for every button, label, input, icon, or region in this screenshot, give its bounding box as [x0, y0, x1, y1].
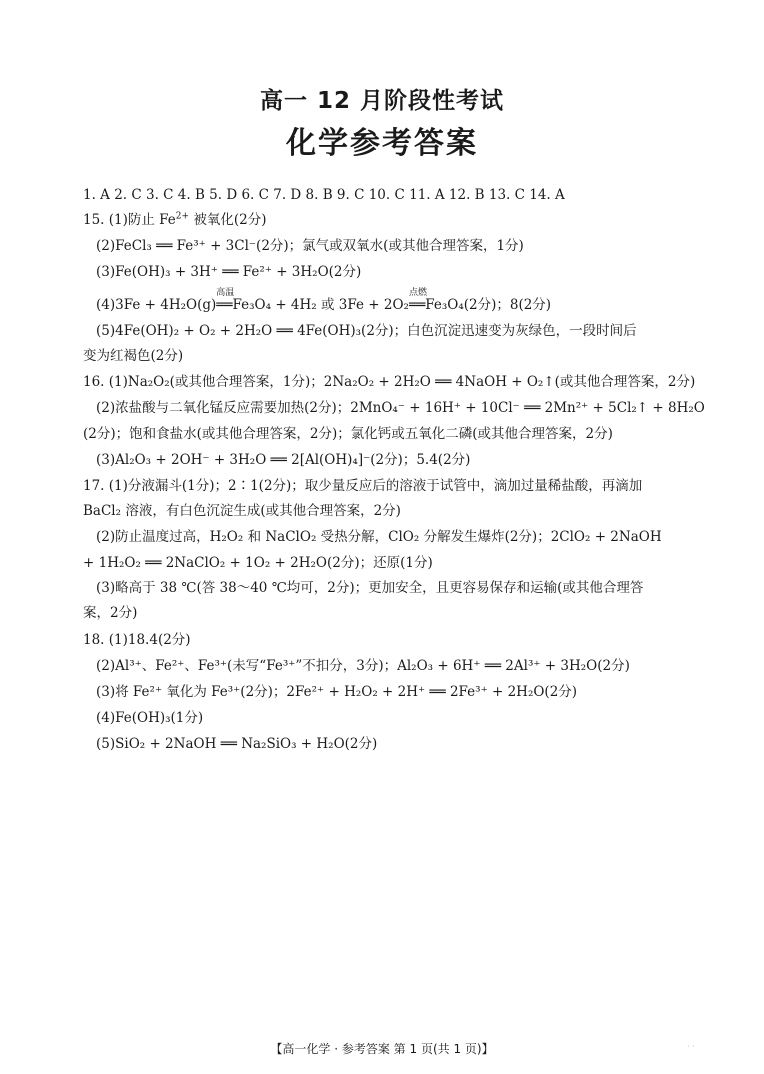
q15-part3: (3)Fe(OH)₃ + 3H⁺ ══ Fe²⁺ + 3H₂O(2分) [96, 264, 362, 280]
q18-part5: (5)SiO₂ + 2NaOH ══ Na₂SiO₃ + H₂O(2分) [96, 736, 378, 752]
q15-part5-cont: 变为红褐色(2分) [83, 348, 184, 364]
q17-part3-cont: 案，2分) [83, 605, 138, 621]
q17-part1-cont: BaCl₂ 溶液，有白色沉淀生成(或其他合理答案，2分) [83, 503, 401, 519]
q17-part2-cont: + 1H₂O₂ ══ 2NaClO₂ + 1O₂ + 2H₂O(2分)；还原(1分) [83, 555, 433, 571]
q18-part1: 18. (1)18.4(2分) [83, 632, 191, 648]
q15-part4: (4)3Fe + 4H₂O(g)══ 高温 Fe₃O₄ + 4H₂ 或 3Fe + 2O₂══ 点燃 Fe₃O₄(2分)；8(2分) [96, 288, 552, 313]
q15-part5: (5)4Fe(OH)₂ + O₂ + 2H₂O ══ 4Fe(OH)₃(2分)；白色沉淀迅速变为灰绿色，一段时间后 [96, 323, 637, 339]
q18-part2: (2)Al³⁺、Fe²⁺、Fe³⁺(未写“Fe³⁺”不扣分，3分)；Al₂O₃ + 6H⁺ ══ 2Al³⁺ + 3H₂O(2分) [96, 658, 630, 674]
q17-part3: (3)略高于 38 ℃(答 38～40 ℃均可，2分)；更加安全，且更容易保存和运输(或其他合理答 [96, 580, 644, 596]
q15-part1: 15. (1)防止 $Fe^{2+}$ 被氧化(2分) [83, 211, 267, 228]
answer-key-title: 化学参考答案 [286, 126, 478, 161]
q16-part2-cont: (2分)；饱和食盐水(或其他合理答案，2分)；氯化钙或五氧化二磷(或其他合理答案，2分) [83, 426, 613, 442]
q17-part2: (2)防止温度过高，H₂O₂ 和 NaClO₂ 受热分解，ClO₂ 分解发生爆炸(2分)；2ClO₂ + 2NaOH [96, 529, 662, 545]
exam-title: 高一 12 月阶段性考试 [259, 88, 505, 114]
q16-part1: 16. (1)Na₂O₂(或其他合理答案，1分)；2Na₂O₂ + 2H₂O ══ 4NaOH + O₂↑(或其他合理答案，2分) [83, 374, 696, 390]
q18-part4: (4)Fe(OH)₃(1分) [96, 710, 204, 726]
multiple-choice-answers: 1. A 2. C 3. C 4. B 5. D 6. C 7. D 8. B 9. C 10. C 11. A 12. B 13. C 14. A [83, 187, 565, 203]
q16-part2: (2)浓盐酸与二氧化锰反应需要加热(2分)；2MnO₄⁻ + 16H⁺ + 10Cl⁻ ══ 2Mn²⁺ + 5Cl₂↑ + 8H₂O [96, 400, 705, 416]
page-footer: 【高一化学 · 参考答案 第 1 页(共 1 页)】 [270, 1042, 494, 1056]
scan-speck: · · [687, 1042, 695, 1051]
q15-part2: (2)FeCl₃ ══ Fe³⁺ + 3Cl⁻(2分)；氯气或双氧水(或其他合理答案，1分) [96, 238, 524, 254]
q18-part3: (3)将 Fe²⁺ 氧化为 Fe³⁺(2分)；2Fe²⁺ + H₂O₂ + 2H⁺ ══ 2Fe³⁺ + 2H₂O(2分) [96, 684, 578, 700]
q16-part3: (3)Al₂O₃ + 2OH⁻ + 3H₂O ══ 2[Al(OH)₄]⁻(2分)；5.4(2分) [96, 452, 471, 468]
q17-part1: 17. (1)分液漏斗(1分)；2∶1(2分)；取少量反应后的溶液于试管中，滴加过量稀盐酸，再滴加 [83, 478, 643, 494]
